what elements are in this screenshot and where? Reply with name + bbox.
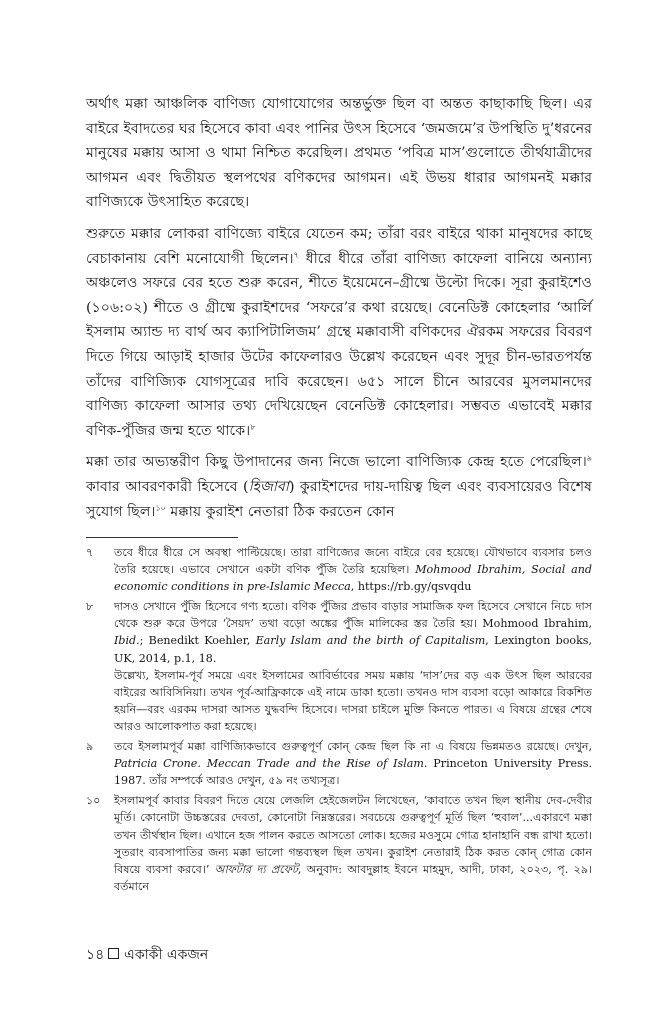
footnote-ref-10[interactable]: ১০ xyxy=(155,502,166,512)
hijaba-term: হিজাবা xyxy=(248,478,289,495)
main-text xyxy=(86,92,592,531)
citation: Mohmood Ibrahim, Social and economic conditions in pre-Islamic Mecca xyxy=(114,563,592,594)
paragraph-1: অর্থাৎ মক্কা আঞ্চলিক বাণিজ্য যোগাযোগের অন্তর্ভুক্ত ছিল বা অন্তত কাছাকাছি ছিল। এর বাইরে ইবাদতের ঘর হিসেবে কাবা এবং পানির উৎস হিসেবে ‘জমজমে’র উপস্থিতি দু’ধরনের মানুষের মক্কায় আসা ও থামা নিশ্চিত করেছিল। প্রথমত ‘পবিত্র মাস’গুলোতে তীর্থযাত্রীদের আগমন এবং দ্বিতীয়ত স্থলপথের বণিকদের আগমন। এই উভয় ধারার আগমনই মক্কার বাণিজ্যকে উৎসাহিত করেছে। xyxy=(86,96,592,211)
footnote-8: ৮ দাসও সেখানে পুঁজি হিসেবে গণ্য হতো। বণিক পুঁজির প্রভাব বাড়ার সামাজিক ফল হিসেবে সেখানে নিচে দাস থেকে শুরু করে উপরে ‘সৈয়দ’ তথা বড়ো অঙ্কের পুঁজি মালিকের স্তর তৈরি হয়। Mohmood Ibrahim, Ibid.; Benedikt Koehler, Early Islam and the birth of Capitalism, Lexington books, UK, 2014, p.1, 18. উল্লেখ্য, ইসলাম-পূর্ব সময়ে এবং ইসলামের আবির্ভাবের সময় মক্কায় ‘দাস’দের বড় এক উৎস ছিল আরবের বাইরের আবিসিনিয়া। তখন পূর্ব-আফ্রিকাকে এই নামে ডাকা হতো। তখনও দাস ব্যবসা বড়ো আকারে বিকশিত হয়নি—বরং এরকম দাসরা আসত যুদ্ধবন্দি হিসেবে। দাসরা চাইলে মুক্তি কিনতে পারত। এ বিষয়ে গ্রন্থের শেষে আরও আলোকপাত করা হয়েছে। xyxy=(86,598,592,735)
book-title: Early Islam and the birth of Capitalism xyxy=(255,634,486,648)
footnote-9: ৯ তবে ইসলামপূর্ব মক্কা বাণিজ্যিকভাবে গুরুত্বপূর্ণ কোন্ কেন্দ্র ছিল কি না এ বিষয়ে ভিন্নমতও রয়েছে। দেখুন, Patricia Crone. Meccan Trade and the Rise of Islam. Princeton University Press. 1987. তাঁর সম্পর্কে আরও দেখুন, ৫৯ নং তথ্যসূত্র। xyxy=(86,738,592,789)
footnote-7: ৭ তবে ধীরে ধীরে সে অবস্থা পাল্টিয়েছে। তারা বাণিজ্যের জন্যে বাইরে বের হয়েছে। যৌথভাবে ব্যবসার চলও তৈরি হয়েছে। এভাবে সেখানে একটা বণিক পুঁজি তৈরি হয়েছিল। Mohmood Ibrahim, Social and economic conditions in pre-Islamic Mecca, https://rb.gy/qsvqdu xyxy=(86,544,592,595)
footnote-number: ৮ xyxy=(86,600,94,614)
footnote-8-continuation: উল্লেখ্য, ইসলাম-পূর্ব সময়ে এবং ইসলামের আবির্ভাবের সময় মক্কায় ‘দাস’দের বড় এক উৎস ছিল আরবের বাইরের আবিসিনিয়া। তখন পূর্ব-আফ্রিকাকে এই নামে ডাকা হতো। তখনও দাস ব্যবসা বড়ো আকারে বিকশিত হয়নি—বরং এরকম দাসরা আসত যুদ্ধবন্দি হিসেবে। দাসরা চাইলে মুক্তি কিনতে পারত। এ বিষয়ে গ্রন্থের শেষে আরও আলোকপাত করা হয়েছে। xyxy=(114,668,592,733)
citation-link[interactable]: , https://rb.gy/qsvqdu xyxy=(350,580,472,594)
footnote-ref-7[interactable]: ৭ xyxy=(293,249,299,259)
paragraph-2: শুরুতে মক্কার লোকরা বাণিজ্যে বাইরে যেতেন কম; তাঁরা বরং বাইরে থাকা মানুষদের কাছে বেচাকানায় বেশি মনোযোগী ছিলেন।$^৭$ ধীরে ধীরে তাঁরা বাণিজ্য কাফেলা বানিয়ে অন্যান্য অঞ্চলেও সফরে বের হতে শুরু করেন, শীতে ইয়েমেনে–গ্রীষ্মে উল্টো দিকে। সূরা কুরাইশেও (১০৬:০২) শীতে ও গ্রীষ্মে কুরাইশদের ‘সফরে’র কথা রয়েছে। বেনেডিক্ট কোহেলার ‘আর্লি ইসলাম অ্যান্ড দ্য বার্থ অব ক্যাপিটালিজম’ গ্রন্থে মক্কাবাসী বণিকদের ঐরকম সফরের বিবরণ দিতে গিয়ে আড়াই হাজার উটের কাফেলারও উল্লেখ করেছেন এবং সুদূর চীন-ভারতপর্যন্ত তাঁদের বাণিজ্যিক যোগসূত্রের দাবি করেছেন। ৬৫১ সালে চীনে আরবের মুসলমানদের বাণিজ্য কাফেলা আসার তথ্য দেখিয়েছেন বেনেডিক্ট কোহেলার। সম্ভবত এভাবেই মক্কার বণিক-পুঁজির জন্ম হতে থাকে।$^৮$ xyxy=(86,225,592,439)
footnote-number: ১০ xyxy=(86,794,101,808)
running-title: একাকী একজন xyxy=(124,947,209,963)
footnote-ref-8[interactable]: ৮ xyxy=(250,421,256,431)
square-separator-icon xyxy=(108,948,119,959)
footnotes xyxy=(86,544,592,898)
footnote-ref-9[interactable]: ৯ xyxy=(586,453,592,463)
footnote-number: ৭ xyxy=(86,546,94,559)
page-number: ১৪ xyxy=(86,947,105,963)
book-title: আফটার দ্য প্রফেট xyxy=(214,862,298,876)
footnote-10: ১০ ইসলামপূর্ব কাবার বিবরণ দিতে যেয়ে লেজলি হেইজেলটন লিখেছেন, ‘কাবাতে তখন ছিল স্থানীয় দেব-দেবীর মূর্তি। কোনোটা উচ্চস্তরের দেবতা, কোনোটা নিম্নস্তরের। সবচেয়ে গুরুত্বপূর্ণ মূর্তি ছিল ‘হুবাল’...একারণে মক্কা তখন তীর্থস্থান ছিল। এখানে হজ পালন করতে আসতো লোক। হজের মওসুমে গোত্র হানাহানি বন্ধ রাখা হতো। সুতরাং ব্যবসাপাতির জন্য মক্কা ভালো গন্তব্যস্থল ছিল তখন। কুরাইশ নেতারাই ঠিক করত কোন্ গোত্র কোন বিষয়ে ব্যবসা করবে।’ আফটার দ্য প্রফেট, অনুবাদ: আবদুল্লাহ ইবনে মাহমুদ, আদী, ঢাকা, ২০২৩, পৃ. ২৯। বর্তমানে xyxy=(86,792,592,895)
paragraph-3: মক্কা তার অভ্যন্তরীণ কিছু উপাদানের জন্য নিজে ভালো বাণিজ্যিক কেন্দ্র হতে পেরেছিল।$^৯$ কাবার আবরণকারী হিসেবে (হিজাবা) কুরাইশদের দায়-দায়িত্ব ছিল এবং ব্যবসায়েরও বিশেষ সুযোগ ছিল।$^{১০}$ মক্কায় কুরাইশ নেতারা ঠিক করতেন কোন xyxy=(86,453,592,520)
footnote-divider xyxy=(86,537,238,538)
page-footer xyxy=(86,945,208,965)
book-title: Patricia Crone. Meccan Trade and the Rise of Islam. xyxy=(114,757,428,771)
footnote-number: ৯ xyxy=(86,740,94,754)
